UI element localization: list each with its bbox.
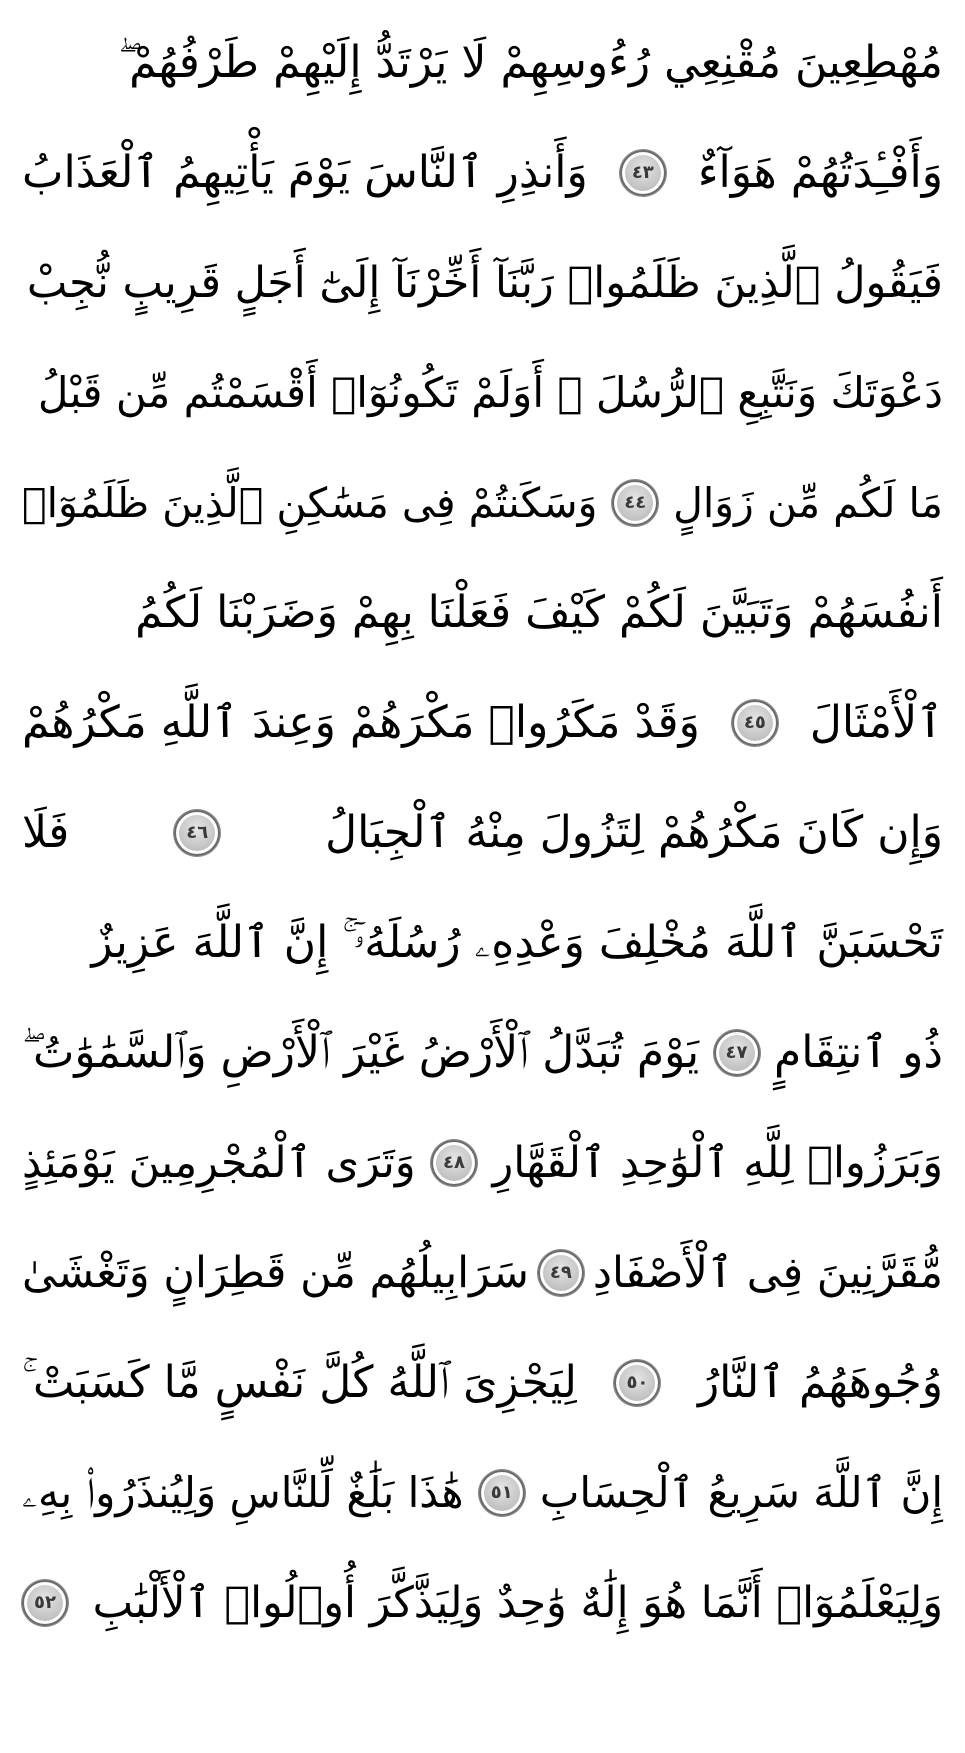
ayah-number-marker: ٤٩ (538, 1250, 584, 1296)
verse-text: فَلَا (22, 807, 70, 858)
verse-text: ذُو ٱنتِقَامٍ (773, 1027, 943, 1078)
verse-text: وَلِيَعْلَمُوٓا۟ أَنَّمَا هُوَ إِلَٰهٌ وَٰحِدٌ وَلِيَذَّكَّرَ أُو۟لُوا۟ ٱلْأَلْبَٰبِ (92, 1577, 943, 1628)
verse-text: وَأَفْـِٔدَتُهُمْ هَوَآءٌ (697, 147, 943, 198)
verse-line (18, 8, 947, 118)
verse-text: مَا لَكُم مِّن زَوَالٍ (673, 478, 943, 527)
ayah-number-marker: ٤٤ (612, 480, 658, 526)
verse-text: لِيَجْزِىَ ٱللَّهُ كُلَّ نَفْسٍ مَّا كَسَبَتْ ۚ (22, 1357, 577, 1408)
verse-text: وَسَكَنتُمْ فِى مَسَٰكِنِ ٱلَّذِينَ ظَلَمُوٓا۟ (22, 478, 598, 527)
verse-text: سَرَابِيلُهُم مِّن قَطِرَانٍ وَتَغْشَىٰ (22, 1247, 529, 1298)
verse-text: تَحْسَبَنَّ ٱللَّهَ مُخْلِفَ وَعْدِهِۦ رُسُلَهُۥٓ ۚ إِنَّ ٱللَّهَ عَزِيزٌ (91, 917, 943, 968)
verse-text: وَتَرَى ٱلْمُجْرِمِينَ يَوْمَئِذٍ (22, 1137, 416, 1188)
verse-line (18, 1548, 947, 1658)
verse-text: وُجُوهَهُمُ ٱلنَّارُ (697, 1357, 943, 1408)
verse-line (18, 1218, 947, 1328)
verse-text: هَٰذَا بَلَٰغٌ لِّلنَّاسِ وَلِيُنذَرُوا۟ بِهِۦ (22, 1468, 464, 1517)
verse-line (18, 1328, 947, 1438)
verse-line (18, 998, 947, 1108)
verse-line (18, 1438, 947, 1548)
ayah-number-marker: ٤٥ (732, 700, 778, 746)
verse-text: وَأَنذِرِ ٱلنَّاسَ يَوْمَ يَأْتِيهِمُ ٱلْعَذَابُ (22, 147, 588, 198)
verse-text: ٱلْأَمْثَالَ (809, 697, 943, 748)
verse-line (18, 888, 947, 998)
verse-text: مُهْطِعِينَ مُقْنِعِي رُءُوسِهِمْ لَا يَرْتَدُّ إِلَيْهِمْ طَرْفُهُمْ ۖ (118, 37, 943, 88)
ayah-number-marker: ٤٣ (620, 150, 666, 196)
verse-line (18, 1108, 947, 1218)
verse-text: وَقَدْ مَكَرُوا۟ مَكْرَهُمْ وَعِندَ ٱللَّهِ مَكْرُهُمْ (22, 697, 700, 748)
ayah-number-marker: ٤٨ (431, 1140, 477, 1186)
verse-text: إِنَّ ٱللَّهَ سَرِيعُ ٱلْحِسَابِ (539, 1468, 943, 1517)
verse-line (18, 118, 947, 228)
verse-lines (18, 8, 947, 1658)
verse-text: فَيَقُولُ ٱلَّذِينَ ظَلَمُوا۟ رَبَّنَآ أَخِّرْنَآ إِلَىٰٓ أَجَلٍ قَرِيبٍ نُّجِبْ (26, 257, 943, 308)
verse-line (18, 228, 947, 338)
verse-line (18, 558, 947, 668)
ayah-number-marker: ٥٢ (22, 1580, 68, 1626)
verse-line (18, 668, 947, 778)
verse-text: يَوْمَ تُبَدَّلُ ٱلْأَرْضُ غَيْرَ ٱلْأَرْضِ وَٱلسَّمَٰوَٰتُ ۖ (22, 1027, 700, 1078)
ayah-number-marker: ٥٠ (614, 1360, 660, 1406)
verse-text: دَعْوَتَكَ وَنَتَّبِعِ ٱلرُّسُلَ ۗ أَوَلَمْ تَكُونُوٓا۟ أَقْسَمْتُم مِّن قَبْلُ (37, 368, 943, 417)
verse-text: وَبَرَزُوا۟ لِلَّهِ ٱلْوَٰحِدِ ٱلْقَهَّارِ (492, 1137, 943, 1188)
verse-line (18, 338, 947, 448)
ayah-number-marker: ٤٦ (174, 810, 220, 856)
verse-text: أَنفُسَهُمْ وَتَبَيَّنَ لَكُمْ كَيْفَ فَعَلْنَا بِهِمْ وَضَرَبْنَا لَكُمُ (135, 587, 943, 638)
ayah-number-marker: ٤٧ (714, 1030, 760, 1076)
verse-text: وَإِن كَانَ مَكْرُهُمْ لِتَزُولَ مِنْهُ ٱلْجِبَالُ (325, 807, 943, 858)
ayah-number-marker: ٥١ (479, 1470, 525, 1516)
verse-line (18, 778, 947, 888)
verse-line (18, 448, 947, 558)
verse-text: مُّقَرَّنِينَ فِى ٱلْأَصْفَادِ (592, 1247, 943, 1298)
